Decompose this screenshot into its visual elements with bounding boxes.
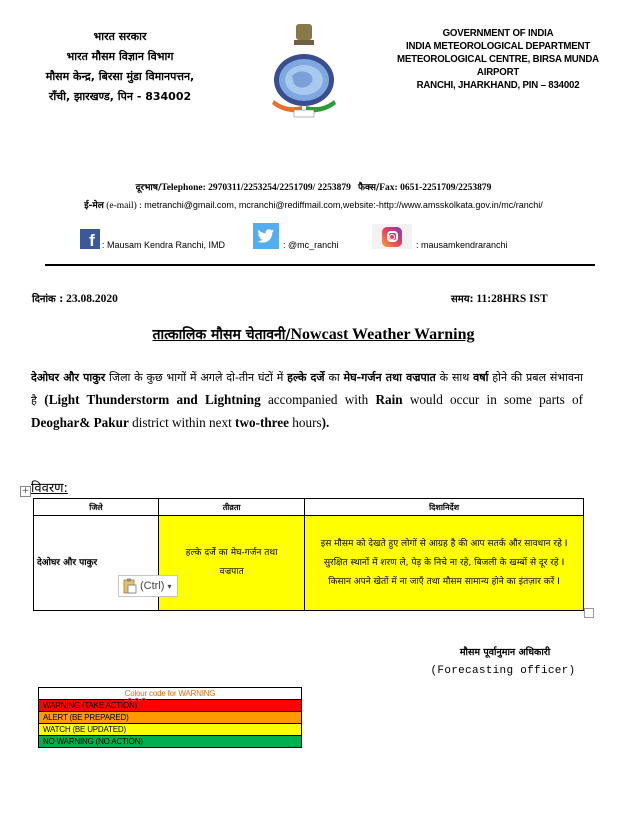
header-english-line: GOVERNMENT OF INDIA bbox=[442, 27, 554, 39]
warning-table bbox=[33, 498, 584, 611]
paste-options-button[interactable] bbox=[118, 575, 178, 597]
date-value: 23.08.2020 bbox=[66, 293, 118, 305]
legend-item-alert: ALERT (BE PREPARED) bbox=[39, 712, 302, 724]
cell-intensity[interactable]: हल्के दर्जे का मेघ-गर्जन तथा वज्रपात bbox=[159, 516, 305, 611]
time-value: 11:28HRS IST bbox=[476, 293, 548, 305]
colour-code-legend bbox=[38, 687, 302, 748]
duration-english: two-three bbox=[235, 415, 289, 430]
para-text: के साथ bbox=[435, 371, 474, 384]
clipboard-icon bbox=[123, 578, 137, 594]
legend-item-watch: WATCH (BE UPDATED) bbox=[39, 724, 302, 736]
para-text: का bbox=[324, 371, 344, 384]
header-english bbox=[388, 27, 609, 92]
phone-label: Telephone: bbox=[161, 183, 206, 193]
para-text: होने की प्रबल संभावना है bbox=[31, 371, 583, 407]
fax-label: Fax: bbox=[379, 183, 398, 193]
cell-district[interactable]: देओघर और पाकुर bbox=[34, 516, 159, 611]
twitter-handle[interactable]: : @mc_ranchi bbox=[283, 240, 339, 250]
header-english-line: METEOROLOGICAL CENTRE, BIRSA MUNDA AIRPORT bbox=[397, 53, 599, 78]
email-label-hindi: ई-मेल bbox=[84, 201, 104, 211]
cell-guidance[interactable]: इस मौसम को देखते हुए लोगों से आग्रह है की आप सतर्क और सावधान रहे I सुरक्षित स्थानों में शरण ले, पेड़ के निचे ना रहे, बिजली के खम्बों से दूर रहे I किसान अपने खेतों में ना जाएँ तथा मौसम सामान्य होने का इंतज़ार करें I bbox=[305, 516, 584, 611]
email-website-text[interactable]: metranchi@gmail.com, mcranchi@rediffmail.com,website:-http://www.amsskolkata.gov.in/mc/ranchi/ bbox=[144, 200, 543, 210]
header-divider bbox=[45, 264, 595, 266]
header-hindi-line: भारत मौसम विज्ञान विभाग bbox=[66, 50, 174, 63]
table-resize-handle[interactable] bbox=[584, 608, 594, 618]
imd-logo bbox=[266, 20, 342, 120]
para-text: hours bbox=[289, 415, 322, 430]
signature-hindi: मौसम पूर्वानुमान अधिकारी bbox=[459, 647, 551, 658]
district-names-hindi: देओघर और पाकुर bbox=[31, 371, 106, 384]
title-hindi: तात्कालिक मौसम चेतावनी/ bbox=[152, 327, 291, 343]
table-move-handle[interactable]: + bbox=[21, 486, 30, 496]
para-text: would occur in some parts of bbox=[402, 392, 583, 407]
header-hindi bbox=[20, 27, 220, 107]
email-line bbox=[0, 198, 627, 211]
header-hindi-line: मौसम केन्द्र, बिरसा मुंडा विमानपत्तन, bbox=[45, 70, 195, 83]
imd-emblem-icon bbox=[266, 20, 342, 120]
rain-english: Rain bbox=[375, 392, 403, 407]
phone-numbers: 2970311/2253254/2251709/ 2253879 bbox=[208, 183, 351, 193]
fax-label-hindi: फैक्स/ bbox=[358, 183, 380, 193]
warning-paragraph bbox=[31, 366, 583, 434]
para-text: जिला के कुछ भागों में अगले दो-तीन घंटों में bbox=[105, 371, 288, 384]
legend-item-warning: WARNING (TAKE ACTION) bbox=[39, 700, 302, 712]
header-hindi-line: राँची, झारखण्ड, पिन - 834002 bbox=[48, 90, 192, 103]
header-hindi-line: भारत सरकार bbox=[93, 30, 147, 43]
header-english-line: RANCHI, JHARKHAND, PIN – 834002 bbox=[416, 79, 580, 91]
paren: ). bbox=[321, 415, 330, 430]
signature-english: (Forecasting officer) bbox=[430, 665, 576, 677]
rain-hindi: वर्षा bbox=[473, 371, 489, 384]
title-english: Nowcast Weather Warning bbox=[290, 326, 475, 343]
paren: ( bbox=[44, 392, 49, 407]
phenomenon-hindi: मेघ-गर्जन तथा वज्रपात bbox=[343, 371, 436, 384]
legend-title-rest: code for WARNING bbox=[147, 689, 216, 698]
col-header-intensity: तीव्रता bbox=[159, 499, 305, 516]
email-label: (e-mail) : bbox=[106, 201, 142, 211]
legend-title bbox=[39, 688, 302, 700]
time-label: समय: bbox=[451, 294, 474, 305]
time-line bbox=[451, 291, 548, 305]
header-english-line: INDIA METEOROLOGICAL DEPARTMENT bbox=[405, 40, 591, 52]
details-heading: विवरण: bbox=[31, 481, 68, 496]
col-header-district: जिले bbox=[34, 499, 159, 516]
para-text: district within next bbox=[128, 415, 236, 430]
col-header-guidance: दिशानिर्देश bbox=[305, 499, 584, 516]
date-label: दिनांक : bbox=[32, 294, 64, 305]
table-header-row bbox=[34, 499, 584, 516]
district-names-english: Deoghar& Pakur bbox=[31, 415, 129, 430]
paste-options-label: (Ctrl) bbox=[140, 580, 165, 592]
phone-label-hindi: दूरभाष/ bbox=[135, 183, 162, 193]
instagram-icon[interactable] bbox=[372, 224, 412, 249]
twitter-icon[interactable] bbox=[253, 223, 279, 249]
fax-numbers: 0651-2251709/2253879 bbox=[400, 183, 492, 193]
table-row bbox=[34, 516, 584, 611]
chevron-down-icon: ▾ bbox=[167, 581, 172, 591]
legend-title-underlined: Colour bbox=[124, 689, 148, 698]
phone-fax-line bbox=[0, 180, 627, 193]
facebook-icon[interactable]: f bbox=[80, 229, 100, 249]
para-text: accompanied with bbox=[260, 392, 376, 407]
facebook-handle[interactable]: : Mausam Kendra Ranchi, IMD bbox=[102, 240, 226, 250]
page-title bbox=[0, 325, 627, 344]
date-line bbox=[32, 291, 118, 305]
instagram-handle[interactable]: : mausamkendraranchi bbox=[416, 240, 508, 250]
legend-item-no-warning: NO WARNING (NO ACTION) bbox=[39, 736, 302, 748]
phenomenon-english: Light Thunderstorm and Lightning bbox=[48, 392, 261, 407]
intensity-hindi: हल्के दर्जे bbox=[287, 371, 325, 384]
